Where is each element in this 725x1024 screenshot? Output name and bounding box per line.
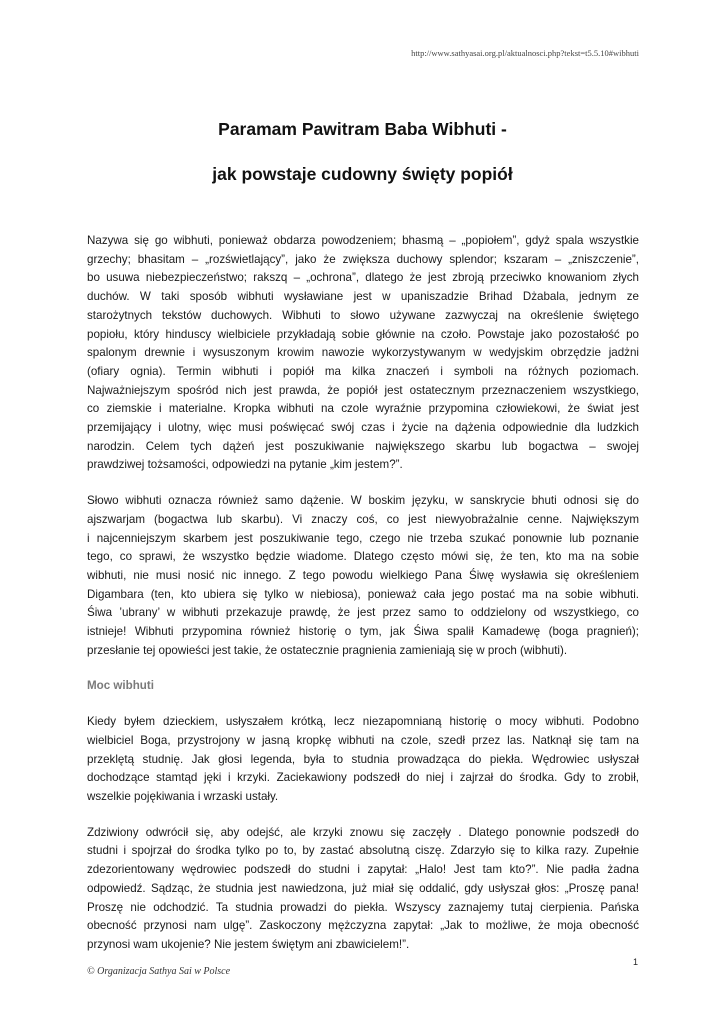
text-line: Śiwa ’ubrany’ w wibhuti przekazuje prawdę, że jest przez samo to oddzielony od wszystkiego, co — [87, 606, 639, 620]
page-title: Paramam Pawitram Baba Wibhuti - — [218, 119, 507, 139]
text-line: odpowiedź. Sądząc, że studnia jest nawiedzona, już miał się oddalić, gdy usłyszał głos: „Proszę pana! — [87, 881, 639, 895]
text-line: starożytnych tekstów duchowych. Wibhuti to słowo używane zazwyczaj na określenie świętego — [87, 308, 639, 322]
intro-paragraphs — [87, 232, 639, 660]
text-line: dochodzące stamtąd jęki i krzyki. Zaciekawiony podszedł do niej i zajrzał do środka. Gdy to zrobił, — [87, 771, 639, 785]
section-heading: Moc wibhuti — [87, 679, 154, 693]
text-line: Słowo wibhuti oznacza również samo dążenie. W boskim języku, w sanskrycie bhuti odnosi się do — [87, 494, 639, 508]
text-line: co ziemskie i materialne. Kropka wibhuti na czole wyraźnie przypomina człowiekowi, że świat jest — [87, 402, 639, 416]
text-line: studni i spojrzał do środka tylko po to, by zastać absolutną ciszę. Zdarzyło się to kilka razy. Zupełnie — [87, 844, 639, 858]
paragraph — [87, 492, 639, 660]
paragraph — [87, 232, 639, 475]
text-line: wibhuti, nie musi nosić nic innego. Z tego powodu wielkiego Pana Śiwę wysławia się określeniem — [87, 568, 639, 582]
text-line: narodzin. Celem tych dążeń jest poszukiwanie największego skarbu lub bogactwa – swojej — [87, 439, 639, 453]
text-line: Najważniejszym spośród nich jest prawda, że popiół jest ostatecznym przeznaczeniem wszystkiego, — [87, 383, 639, 397]
footer-copyright: © Organizacja Sathya Sai w Polsce — [87, 966, 231, 977]
text-line: popiołu, który hinduscy wielbiciele przykładają sobie głównie na czoło. Powstaje jako pozostałość po — [87, 327, 639, 341]
text-line: Zdziwiony odwrócił się, aby odejść, ale krzyki znowu się zaczęły . Dlatego ponownie podszedł do — [87, 825, 639, 839]
text-line: przesłanie tej opowieści jest takie, że ostatecznie pragnienia zamieniają się w proch (wibhuti). — [87, 643, 568, 657]
text-line: przeklętą studnię. Jak głosi legenda, była to studnia prowadząca do piekła. Wędrowiec usłyszał — [87, 752, 639, 766]
text-line: Proszę nie odchodzić. Ta studnia prowadzi do piekła. Wszyscy zaznajemy tutaj cierpienia. Pańska — [87, 900, 639, 914]
text-line: obecność przynosi nam ulgę”. Zaskoczony mężczyzna zapytał: „Jak to możliwe, że moja obecność — [87, 919, 639, 933]
text-line: i najcenniejszym skarbem jest poszukiwanie tego, czego nie trzeba szukać ponownie lub poznanie — [87, 531, 639, 545]
text-line: (ofiary ognia). Termin wibhuti i popiół ma kilka znaczeń i symboli na różnych poziomach. — [87, 364, 639, 378]
page-number: 1 — [632, 957, 638, 967]
text-line: prawdziwej tożsamości, odpowiedzi na pytanie „kim jestem?”. — [87, 458, 403, 472]
page-subtitle: jak powstaje cudowny święty popiół — [212, 164, 513, 184]
text-line: przemijający i ulotny, więc musi poświęcać swój czas i życie na dążenia odpowiednie dla ludzkich — [87, 421, 639, 435]
text-line: duchów. W taki sposób wibhuti wysławiane jest w upaniszadzie Brihad Dżabala, jednym ze — [87, 290, 639, 304]
paragraph — [87, 824, 639, 955]
text-line: zdezorientowany wędrowiec podszedł do studni i zapytał: „Halo! Jest tam kto?”. Nie padła żadna — [87, 863, 639, 877]
text-line: Digambara (ten, kto ubiera się tylko w niebiosa), ponieważ cała jego postać ma na sobie wibhuti. — [87, 587, 639, 601]
article-body — [87, 232, 639, 972]
source-url: http://www.sathyasai.org.pl/aktualnosci.php?tekst=t5.5.10#wibhuti — [411, 48, 639, 58]
text-line: bo usuwa niebezpieczeństwo; rakszq – „ochrona”, dlatego że jest zbroją przeciwko knowaniom złych — [87, 271, 639, 285]
text-line: istnieje! Wibhuti przypomina również historię o tym, jak Śiwa spalił Kamadewę (boga pragnień); — [87, 625, 639, 639]
text-line: przynosi wam ukojenie? Nie jestem świętym ani zbawicielem!”. — [87, 937, 410, 951]
text-line: tego, co sprawi, że wszystko będzie wiadome. Dlatego często mówi się, że ten, kto ma na sobie — [87, 550, 639, 564]
story-paragraphs — [87, 713, 639, 954]
text-line: grzechy; bhasitam – „rozświetlający”, jako że zwiększa duchowy splendor; kszaram – „zniszczenie”, — [87, 252, 639, 266]
text-line: wszelkie pojękiwania i wrzaski ustały. — [87, 789, 279, 803]
text-line: wielbiciel Boga, przystrojony w jasną kropkę wibhuti na czole, szedł przez las. Natknął się tam na — [87, 733, 639, 747]
text-line: spalonym drewnie i wysuszonym krowim nawozie wykorzystywanym w wedyjskim obrzędzie jadżni — [87, 346, 639, 360]
text-line: Kiedy byłem dzieckiem, usłyszałem krótką, lecz niezapomnianą historię o mocy wibhuti. Podobno — [87, 715, 639, 729]
paragraph — [87, 713, 639, 807]
text-line: Nazywa się go wibhuti, ponieważ obdarza powodzeniem; bhasmą – „popiołem”, gdyż spala wszystkie — [87, 234, 639, 247]
text-line: ajszwarjam (bogactwa lub skarbu). Vi znaczy coś, co jest niewyobrażalnie cenne. Największym — [87, 512, 639, 526]
